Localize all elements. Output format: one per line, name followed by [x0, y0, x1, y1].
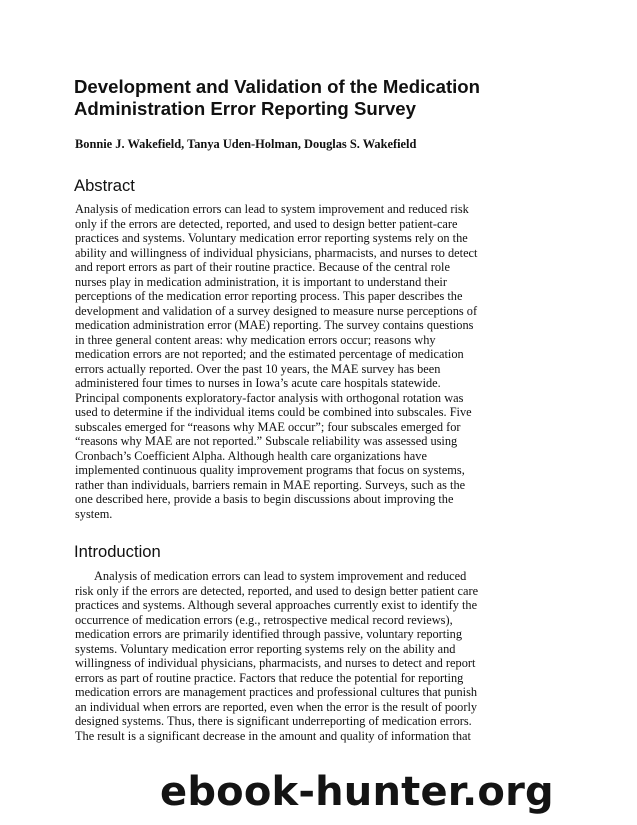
- introduction-line: risk only if the errors are detected, reported, and used to design better patient care: [75, 583, 479, 598]
- introduction-line: systems. Voluntary medication error reporting systems rely on the ability and: [75, 641, 456, 656]
- introduction-line: The result is a significant decrease in the amount and quality of information that: [75, 728, 471, 743]
- introduction-line: errors as part of routine practice. Factors that reduce the potential for reporting: [75, 670, 464, 685]
- introduction-line: occurrence of medication errors (e.g., retrospective medical record reviews),: [75, 612, 453, 627]
- introduction-heading: Introduction: [74, 542, 161, 561]
- paper-title: [74, 76, 574, 120]
- introduction-line: medication errors are management practices and professional cultures that punish: [75, 685, 478, 699]
- abstract-line: rather than individuals, barriers remain in MAE reporting. Surveys, such as the: [75, 477, 466, 492]
- abstract-line: perceptions of the medication error reporting process. This paper describes the: [75, 289, 463, 303]
- title-line: Administration Error Reporting Survey: [74, 98, 416, 119]
- abstract-line: Cronbach’s Coefficient Alpha. Although health care organizations have: [75, 448, 427, 463]
- abstract-line: “reasons why MAE are not reported.” Subscale reliability was assessed using: [75, 434, 458, 448]
- abstract-line: practices and systems. Voluntary medication error reporting systems rely on the: [75, 231, 468, 245]
- abstract-line: Analysis of medication errors can lead to system improvement and reduced risk: [75, 202, 469, 216]
- introduction-line: willingness of individual physicians, pharmacists, and nurses to detect and report: [75, 656, 476, 670]
- abstract-line: medication administration error (MAE) reporting. The survey contains questions: [75, 318, 474, 332]
- watermark: ebook-hunter.org: [160, 769, 554, 815]
- author-list: Bonnie J. Wakefield, Tanya Uden-Holman, Douglas S. Wakefield: [75, 137, 417, 151]
- abstract-line: ability and willingness of individual physicians, pharmacists, and nurses to detect: [75, 245, 478, 260]
- abstract-line: system.: [75, 506, 113, 521]
- abstract-line: medication errors are not reported; and the estimated percentage of medication: [75, 347, 464, 361]
- introduction-line: designed systems. Thus, there is significant underreporting of medication errors.: [75, 714, 472, 728]
- abstract-line: one described here, provide a basis to begin discussions about improving the: [75, 492, 454, 506]
- introduction-body: [75, 569, 478, 743]
- abstract-line: Principal components exploratory-factor analysis with orthogonal rotation was: [75, 390, 464, 405]
- abstract-line: nurses play in medication administration, it is important to understand their: [75, 274, 447, 289]
- abstract-line: used to determine if the individual items could be combined into subscales. Five: [75, 405, 472, 419]
- introduction-line: practices and systems. Although several approaches currently exist to identify the: [75, 598, 478, 612]
- abstract-line: administered four times to nurses in Iowa’s acute care hospitals statewide.: [75, 376, 441, 390]
- abstract-heading: Abstract: [74, 176, 135, 195]
- introduction-line: Analysis of medication errors can lead to system improvement and reduced: [94, 569, 467, 583]
- abstract-line: implemented continuous quality improvement programs that focus on systems,: [75, 463, 465, 477]
- abstract-line: only if the errors are detected, reported, and used to design better patient-care: [75, 216, 458, 231]
- title-line: Development and Validation of the Medication: [74, 76, 481, 97]
- abstract-body: [75, 202, 477, 521]
- introduction-line: an individual when errors are reported, even when the error is the result of poorly: [75, 699, 478, 714]
- introduction-line: medication errors are primarily identified through passive, voluntary reporting: [75, 627, 462, 641]
- abstract-line: subscales emerged for “reasons why MAE occur”; four subscales emerged for: [75, 419, 461, 434]
- abstract-line: errors actually reported. Over the past 10 years, the MAE survey has been: [75, 361, 441, 376]
- abstract-line: development and validation of a survey designed to measure nurse perceptions of: [75, 303, 478, 318]
- abstract-line: and report errors as part of their routine practice. Because of the central role: [75, 260, 450, 274]
- abstract-line: in three general content areas: why medication errors occur; reasons why: [75, 332, 436, 347]
